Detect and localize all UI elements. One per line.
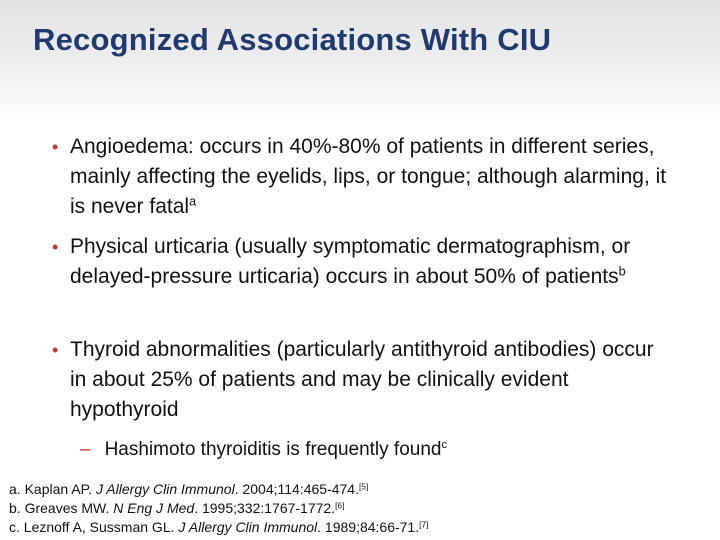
bullet-thyroid [52,335,672,425]
bullet-text: Physical urticaria (usually symptomatic dermatographism, or delayed-pressure urticaria) occurs in about 50% of patients$^b$ [70,235,631,288]
subbullet-text: Hashimoto thyroiditis is frequently found [104,439,442,460]
bullet-text: Angioedema: occurs in 40%-80% of patients in different series, mainly affecting the eyelids, lips, or tongue; although alarming, it is never fatal$^a$ [70,135,667,218]
subbullet-hashimoto [80,436,447,464]
references [9,480,428,537]
bullet-marker: • [52,340,59,360]
bullet-footnote-marker: a [189,194,197,209]
subbullet-marker: – [80,439,91,460]
bullet-angioedema [52,132,672,222]
reference-item: c. Leznoff A, Sussman GL. J Allergy Clin Immunol. 1989;84:66-71.[7] [9,519,429,535]
bullet-marker: • [52,137,59,157]
reference-item: b. Greaves MW. N Eng J Med. 1995;332:1767-1772.[6] [9,500,345,516]
header-band [0,0,720,120]
subbullet-footnote-marker: c [441,439,448,452]
bullet-physical-urticaria [52,232,672,292]
bullet-marker: • [52,237,59,257]
bullet-text: Thyroid abnormalities (particularly antithyroid antibodies) occur in about 25% of patients and may be clinically evident hypothyroid [70,338,654,421]
bullet-footnote-marker: b [618,264,626,279]
slide-title: Recognized Associations With CIU [33,22,552,57]
reference-item: a. Kaplan AP. J Allergy Clin Immunol. 2004;114:465-474.[5] [9,481,369,497]
